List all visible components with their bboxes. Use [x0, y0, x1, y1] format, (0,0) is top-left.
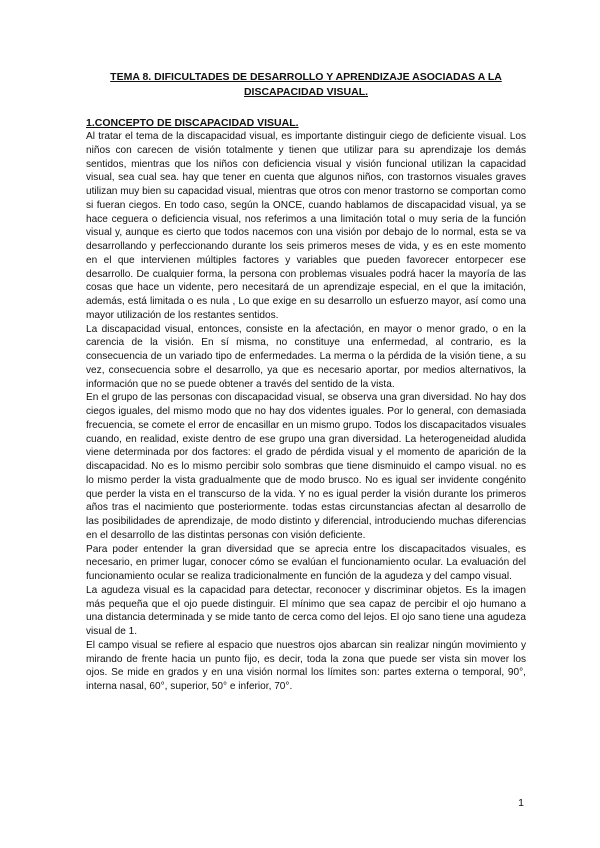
paragraph-5: La agudeza visual es la capacidad para detectar, reconocer y discriminar objetos. Es la imagen más pequeña que el ojo puede distinguir. El mínimo que sea capaz de percibir el ojo humano a una distancia determinada y se mide tanto de cerca como del lejos. El ojo sano tiene una agudeza visual de 1. — [86, 584, 526, 637]
paragraph-4: Para poder entender la gran diversidad que se aprecia entre los discapacitados visuales, es necesario, en primer lugar, conocer cómo se evalúan el funcionamiento ocular. La evaluación del funcionamiento ocular se realiza tradicionalmente en función de la agudeza y del campo visual. — [86, 543, 526, 582]
paragraph-3: En el grupo de las personas con discapacidad visual, se observa una gran diversidad. No hay dos ciegos iguales, del mismo modo que no hay dos videntes iguales. Por lo general, con demasiada frecuencia, se comete el error de encasillar en un mismo grupo. Todos los discapacitados visuales cuando, en realidad, existe dentro de ese grupo una gran diversidad. La heterogeneidad aludida viene determinada por dos factores: el grado de pérdida visual y el momento de aparición de la discapacidad. No es lo mismo percibir solo sombras que tiene disminuido el campo visual. no es lo mismo perder la vista gradualmente que de modo brusco. No es igual ser invidente congénito que perder la vista en el transcurso de la vida. Y no es igual perder la visión durante los primeros años tras el nacimiento que posteriormente. todas estas circunstancias afectan al desarrollo de las posibilidades de aprendizaje, de modo distinto y diferencial, introduciendo muchas diferencias en el desarrollo de las distintas personas con visión deficiente. — [86, 392, 526, 541]
section-heading: 1.CONCEPTO DE DISCAPACIDAD VISUAL. — [86, 117, 299, 129]
page-number: 1 — [518, 797, 524, 809]
document-title: TEMA 8. DIFICULTADES DE DESARROLLO Y APRENDIZAJE ASOCIADAS A LA DISCAPACIDAD VISUAL. — [110, 71, 502, 98]
paragraph-2: La discapacidad visual, entonces, consiste en la afectación, en mayor o menor grado, o en la carencia de la visión. En sí misma, no constituye una enfermedad, al contrario, es la consecuencia de un variado tipo de enfermedades. La merma o la pérdida de la visión tiene, a su vez, consecuencia sobre el desarrollo, ya que es necesario aportar, por medios alternativos, la información que no se puede obtener a través del sentido de la vista. — [86, 323, 526, 390]
paragraph-6: El campo visual se refiere al espacio que nuestros ojos abarcan sin realizar ningún movimiento y mirando de frente hacia un punto fijo, es decir, toda la zona que puede ser vista sin mover los ojos. Se mide en grados y en una visión normal los límites son: partes externa o temporal, 90°, interna nasal, 60°, superior, 50° e inferior, 70°. — [86, 639, 526, 692]
document-page — [86, 70, 526, 694]
paragraph-1: Al tratar el tema de la discapacidad visual, es importante distinguir ciego de deficiente visual. Los niños con carecen de visión totalmente y tienen que utilizar para su aprendizaje los demás sentidos, mientras que los niños con deficiencia visual y visión funcional utilizan la capacidad visual, sea cual sea. hay que tener en cuenta que algunos niños, con trastornos visuales graves utilizan muy bien su capacidad visual, mientras que otros con menor trastorno se comportan como si fueran ciegos. En todo caso, según la ONCE, cuando hablamos de discapacidad visual, ya se hace ceguera o deficiencia visual, nos referimos a una limitación total o muy seria de la función visual y, aunque es cierto que todos nacemos con una visión por debajo de lo normal, esta se va desarrollando y perfeccionando durante los seis primeros meses de vida, y es en este momento en el que intervienen múltiples factores y variables que pueden favorecer entorpecer ese desarrollo. De cualquier forma, la persona con problemas visuales podrá hacer la mayoría de las cosas que hace un vidente, pero necesitará de un aprendizaje especial, en el que la imitación, además, está limitada o es nula , Lo que exige en su desarrollo un esfuerzo mayor, así como una mayor utilización de los restantes sentidos. — [86, 131, 526, 321]
